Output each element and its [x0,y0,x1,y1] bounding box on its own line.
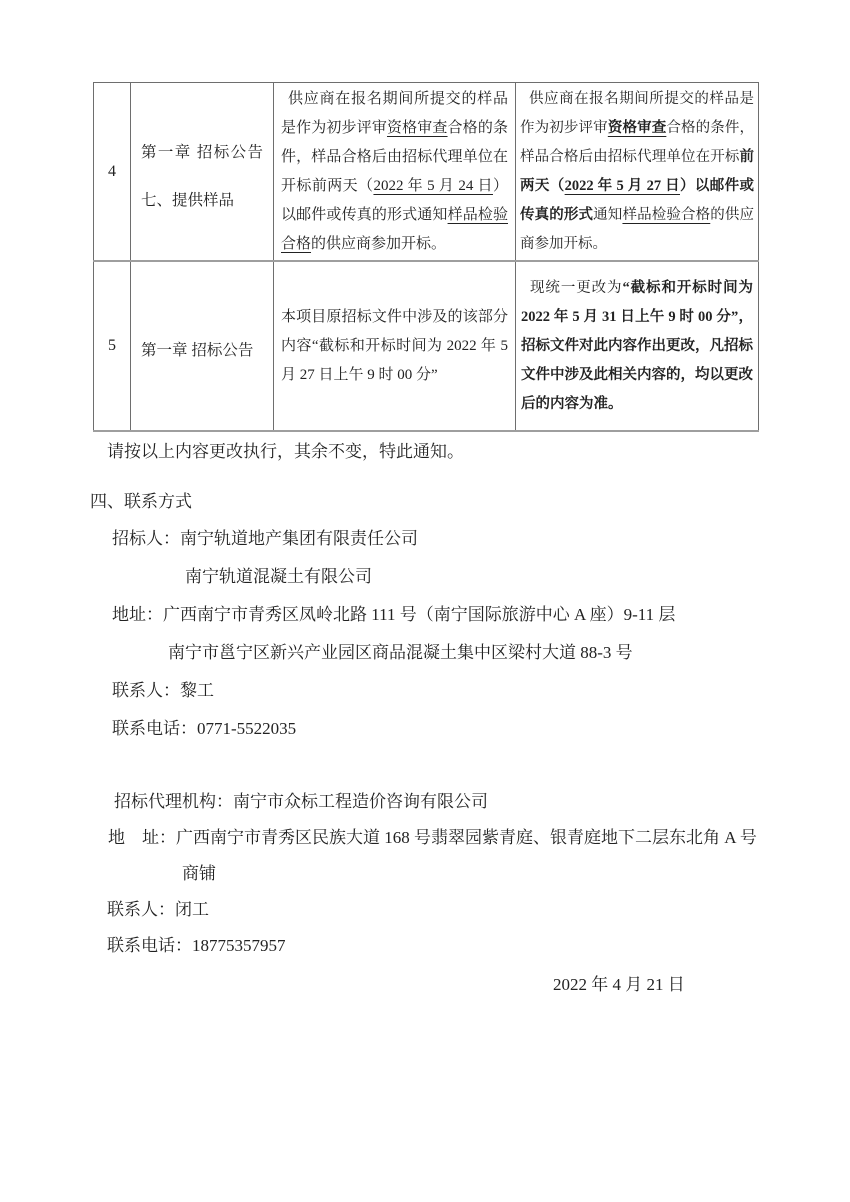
tenderer-line2: 南宁轨道混凝土有限公司 [185,567,372,586]
agency-address-line1: 地 址：广西南宁市青秀区民族大道 168 号翡翠园紫青庭、银青庭地下二层东北角 A 号 [108,828,757,847]
revision-table [93,82,759,432]
tenderer-person-line: 联系人：黎工 [112,681,214,700]
date-line: 2022 年 4 月 21 日 [553,975,685,994]
section-chapter: 第一章 招标公告 [141,143,263,161]
revised-content-text: 供应商在报名期间所提交的样品是作为初步评审资格审查合格的条件，样品合格后由招标代理单位在开标前两天（2022 年 5 月 27 日）以邮件或传真的形式通知样品检验合格的供应商参加开标。 [520,90,755,252]
revised-content-cell [516,83,759,262]
contact-heading: 四、联系方式 [90,492,192,511]
original-content-cell [274,83,516,262]
row-number: 5 [94,261,131,431]
tenderer-address-line1: 地址：广西南宁市青秀区凤岭北路 111 号（南宁国际旅游中心 A 座）9-11 层 [112,605,676,624]
table-row [94,261,759,431]
section-chapter: 第一章 招标公告 [141,342,254,359]
section-cell [131,83,274,262]
revised-content-cell [516,261,759,431]
original-content-cell [274,261,516,431]
agency-address-line2: 商铺 [182,864,216,883]
section-item: 七、提供样品 [141,191,235,209]
agency-line: 招标代理机构：南宁市众标工程造价咨询有限公司 [114,792,488,811]
tenderer-address-line2: 南宁市邕宁区新兴产业园区商品混凝土集中区梁村大道 88-3 号 [168,643,633,662]
revised-content-text: 现统一更改为“截标和开标时间为 2022 年 5 月 31 日上午 9 时 00 分”，招标文件对此内容作出更改，凡招标文件中涉及此相关内容的，均以更改后的内容为准。 [521,279,754,412]
notice-line: 请按以上内容更改执行，其余不变，特此通知。 [107,442,464,461]
original-content-text: 供应商在报名期间所提交的样品是作为初步评审资格审查合格的条件，样品合格后由招标代理单位在开标前两天（2022 年 5 月 24 日）以邮件或传真的形式通知样品检验合格的供应商参加开标。 [281,90,508,252]
section-cell [131,261,274,431]
original-content-text: 本项目原招标文件中涉及的该部分内容“截标和开标时间为 2022 年 5 月 27 日上午 9 时 00 分” [281,308,508,383]
agency-person-line: 联系人：闭工 [107,900,209,919]
row-number: 4 [94,83,131,262]
tenderer-phone-line: 联系电话：0771-5522035 [112,719,297,738]
table-row [94,83,759,262]
tenderer-line: 招标人：南宁轨道地产集团有限责任公司 [112,529,418,548]
agency-phone-line: 联系电话：18775357957 [107,936,286,955]
